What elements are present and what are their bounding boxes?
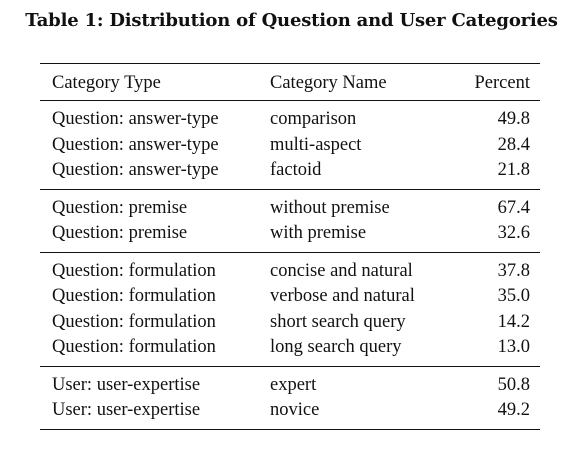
cell-percent: 37.8 (497, 260, 530, 281)
cell-category-type: Question: formulation (52, 260, 216, 281)
cell-category-name: comparison (270, 109, 357, 129)
cell-category-type: Question: answer-type (52, 134, 219, 155)
table-row (40, 133, 540, 159)
table-group (40, 252, 540, 366)
table-group (40, 189, 540, 252)
cell-category-name: multi-aspect (270, 134, 362, 155)
category-table-container (40, 63, 540, 430)
cell-percent: 67.4 (497, 197, 530, 218)
cell-percent: 28.4 (497, 134, 530, 155)
table-row (40, 158, 540, 189)
cell-percent: 49.2 (497, 400, 530, 420)
cell-category-name: long search query (270, 337, 402, 357)
cell-category-name: novice (270, 400, 320, 420)
table-row (40, 101, 540, 133)
cell-percent: 32.6 (497, 223, 530, 243)
header-percent: Percent (450, 64, 540, 101)
cell-category-name: short search query (270, 311, 406, 332)
table-group (40, 366, 540, 429)
cell-percent: 50.8 (497, 374, 530, 395)
header-row (40, 64, 540, 101)
cell-category-name: verbose and natural (270, 286, 415, 306)
cell-category-type: Question: answer-type (52, 160, 219, 180)
cell-category-type: Question: answer-type (52, 109, 219, 129)
cell-category-type: Question: premise (52, 197, 188, 218)
table-row (40, 335, 540, 366)
cell-category-type: User: user-expertise (52, 400, 201, 420)
cell-category-type: Question: premise (52, 223, 188, 243)
cell-percent: 14.2 (497, 311, 530, 332)
header-category-name: Category Name (270, 64, 450, 101)
cell-percent: 49.8 (497, 109, 530, 129)
cell-category-name: with premise (270, 223, 367, 243)
table-row (40, 252, 540, 284)
cell-category-name: concise and natural (270, 260, 413, 281)
header-category-type: Category Type (40, 64, 270, 101)
cell-percent: 21.8 (497, 160, 530, 180)
category-distribution-table (40, 63, 540, 430)
cell-category-name: without premise (270, 197, 390, 218)
table-row (40, 398, 540, 429)
table-header (40, 64, 540, 101)
cell-category-name: expert (270, 374, 317, 395)
table-group (40, 101, 540, 190)
table-row (40, 221, 540, 252)
cell-category-name: factoid (270, 160, 322, 180)
cell-category-type: Question: formulation (52, 286, 216, 306)
table-row (40, 310, 540, 336)
table-row (40, 284, 540, 310)
cell-category-type: Question: formulation (52, 311, 216, 332)
table-row (40, 189, 540, 221)
cell-category-type: Question: formulation (52, 337, 216, 357)
cell-percent: 13.0 (497, 337, 530, 357)
table-row (40, 366, 540, 398)
cell-percent: 35.0 (497, 286, 530, 306)
table-caption: Table 1: Distribution of Question and User Categories (25, 10, 558, 31)
cell-category-type: User: user-expertise (52, 374, 201, 395)
